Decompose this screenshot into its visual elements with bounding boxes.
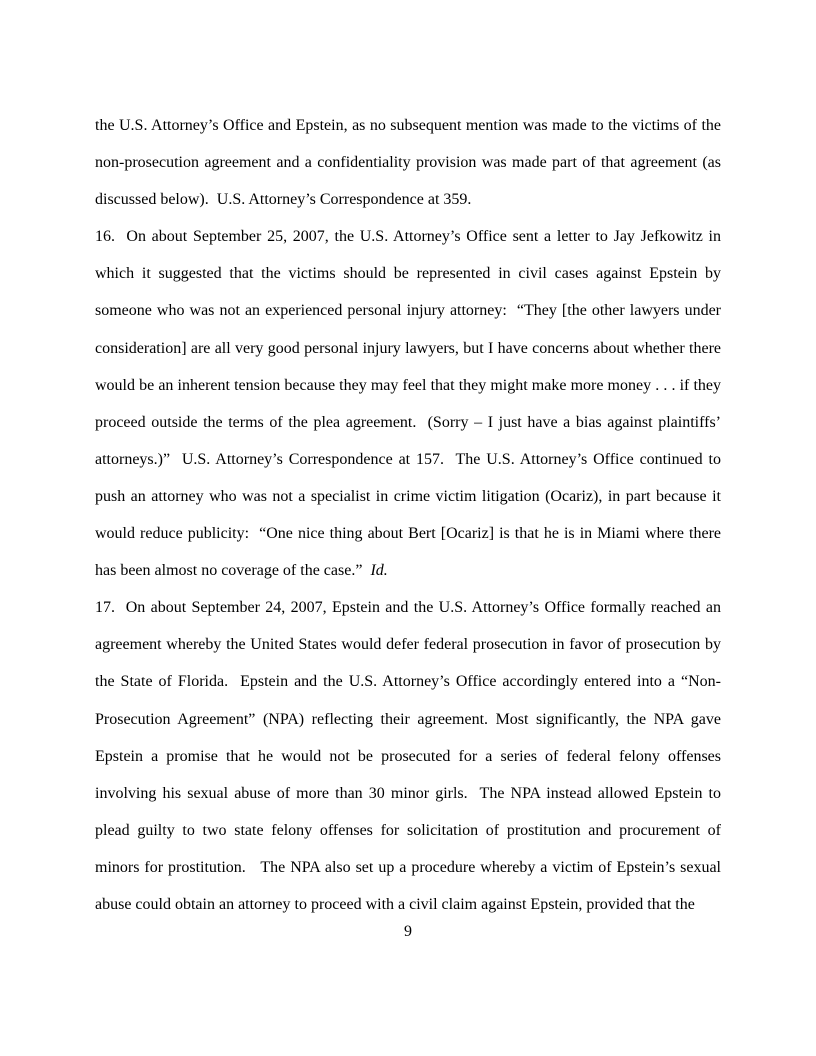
- document-body: [95, 107, 725, 923]
- paragraph-text: the U.S. Attorney’s Office and Epstein, as no subsequent mention was made to the victims of the non-prosecution agreement and a confidentiality provision was made part of that agreement (as discussed below). U.S. Attorney’s Correspondence at 359.: [95, 117, 725, 209]
- paragraph-text: 17. On about September 24, 2007, Epstein and the U.S. Attorney’s Office formally reached an agreement whereby the United States would defer federal prosecution in favor of prosecution by the State of Florida. Epstein and the U.S. Attorney’s Office accordingly entered into a “Non-Prosecution Agreement” (NPA) reflecting their agreement. Most significantly, the NPA gave Epstein a promise that he would not be prosecuted for a series of federal felony offenses involving his sexual abuse of more than 30 minor girls. The NPA instead allowed Epstein to plead guilty to two state felony offenses for solicitation of prostitution and procurement of minors for prostitution. The NPA also set up a procedure whereby a victim of Epstein’s sexual abuse could obtain an attorney to proceed with a civil claim against Epstein, provided that the: [95, 599, 725, 913]
- citation-id-italic: Id.: [370, 562, 388, 580]
- paragraph-17: [95, 589, 725, 923]
- paragraph-text: 16. On about September 25, 2007, the U.S. Attorney’s Office sent a letter to Jay Jefkowitz in which it suggested that the victims should be represented in civil cases against Epstein by someone who was not an experienced personal injury attorney: “They [the other lawyers under consideration] are all very good personal injury lawyers, but I have concerns about whether there would be an inherent tension because they may feel that they might make more money . . . if they proceed outside the terms of the plea agreement. (Sorry – I just have a bias against plaintiffs’ attorneys.)” U.S. Attorney’s Correspondence at 157. The U.S. Attorney’s Office continued to push an attorney who was not a specialist in crime victim litigation (Ocariz), in part because it would reduce publicity: “One nice thing about Bert [Ocariz] is that he is in Miami where there has been almost no coverage of the case.”: [95, 228, 725, 580]
- paragraph-16: [95, 218, 725, 589]
- page-number: 9: [404, 923, 412, 940]
- paragraph-15-continuation: [95, 107, 725, 218]
